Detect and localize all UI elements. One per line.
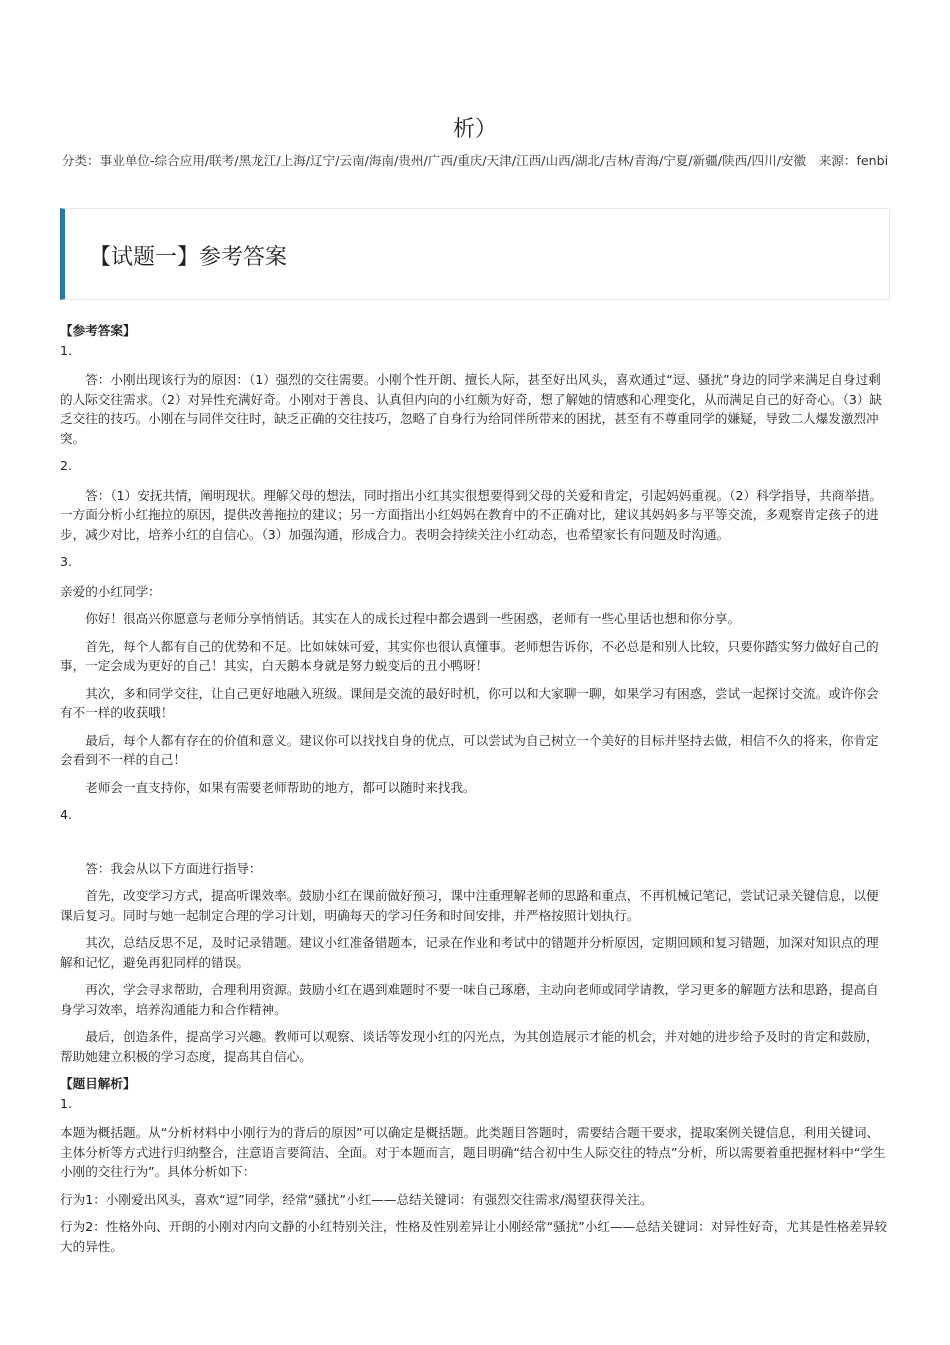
analysis-behavior-2: 行为2：性格外向、开朗的小刚对内向文静的小红特别关注，性格及性别差异让小刚经常“骚扰”小红——总结关键词：对异性好奇，尤其是性格差异较大的异性。: [60, 1219, 888, 1254]
section-header-box: [60, 208, 890, 300]
letter-greeting: 亲爱的小红同学：: [60, 583, 161, 599]
answer-4-point-4: 最后，创造条件，提高学习兴趣。教师可以观察、谈话等发现小红的闪光点，为其创造展示才能的机会，并对她的进步给予及时的肯定和鼓励，帮助她建立积极的学习态度，提高其自信心。: [60, 1029, 879, 1064]
letter-paragraph-1: 你好！很高兴你愿意与老师分享悄悄话。其实在人的成长过程中都会遇到一些困惑，老师有一些心里话也想和你分享。: [85, 611, 741, 626]
answer-4-point-3: 再次，学会寻求帮助，合理利用资源。鼓励小红在遇到难题时不要一味自己琢磨，主动向老师或同学请教，学习更多的解题方法和思路，提高自身学习效率，培养沟通能力和合作精神。: [60, 982, 879, 1017]
document-content: [60, 321, 890, 1264]
answer-4-point-2: 其次，总结反思不足，及时记录错题。建议小红准备错题本，记录在作业和考试中的错题并分析原因，定期回顾和复习错题，加深对知识点的理解和记忆，避免再犯同样的错误。: [60, 935, 879, 970]
answer-1-text: 答：小刚出现该行为的原因：（1）强烈的交往需要。小刚个性开朗、擅长人际，甚至好出风头，喜欢通过“逗、骚扰”身边的同学来满足自身过剩的人际交往需求。（2）对异性充满好奇。小刚对于善良、认真但内向的小红颇为好奇，想了解她的情感和心理变化，从而满足自己的好奇心。（3）缺乏交往的技巧。小刚在与同伴交往时，缺乏正确的交往技巧，忽略了自身行为给同伴所带来的困扰，甚至有不尊重同学的嫌疑，导致二人爆发激烈冲突。: [60, 372, 883, 446]
answer-2-text: 答：（1）安抚共情，阐明现状。理解父母的想法，同时指出小红其实很想要得到父母的关爱和肯定，引起妈妈重视。（2）科学指导，共商举措。一方面分析小红拖拉的原因，提供改善拖拉的建议；另一方面指出小红妈妈在教育中的不正确对比，建议其妈妈多与平等交流，多观察肯定孩子的进步，减少对比，培养小红的自信心。（3）加强沟通，形成合力。表明会持续关注小红动态，也希望家长有问题及时沟通。: [60, 487, 883, 542]
answer-number-2: 2.: [60, 458, 73, 473]
analysis-behavior-1: 行为1：小刚爱出风头，喜欢“逗”同学，经常“骚扰”小红——总结关键词：有强烈交往需求/渴望获得关注。: [60, 1191, 653, 1207]
letter-paragraph-4: 最后，每个人都有存在的价值和意义。建议你可以找找自身的优点，可以尝试为自己树立一个美好的目标并坚持去做，相信不久的将来，你肯定会看到不一样的自己！: [60, 732, 879, 767]
letter-paragraph-2: 首先，每个人都有自己的优势和不足。比如妹妹可爱，其实你也很认真懂事。老师想告诉你，不必总是和别人比较，只要你踏实努力做好自己的事，一定会成为更好的自己！其实，白天鹅本身就是努力蜕变后的丑小鸭呀！: [60, 638, 879, 673]
answer-number-3: 3.: [60, 554, 73, 569]
letter-paragraph-3: 其次，多和同学交往，让自己更好地融入班级。课间是交流的最好时机，你可以和大家聊一聊，如果学习有困惑，尝试一起探讨交流。或许你会有不一样的收获哦！: [60, 685, 879, 720]
letter-paragraph-5: 老师会一直支持你，如果有需要老师帮助的地方，都可以随时来找我。: [85, 779, 476, 795]
spacer: [60, 835, 890, 859]
answer-number-4: 4.: [60, 807, 73, 822]
analysis-number-1: 1.: [60, 1095, 73, 1111]
doc-title-tail: 析）: [452, 117, 497, 142]
doc-meta-category-source: 分类：事业单位-综合应用/联考/黑龙江/上海/辽宁/云南/海南/贵州/广西/重庆/天津/江西/山西/湖北/吉林/青海/宁夏/新疆/陕西/四川/安徽 来源：fenbi: [61, 153, 889, 168]
answer-4-intro: 答：我会从以下方面进行指导：: [85, 860, 262, 876]
analysis-heading: 【题目解析】: [60, 1076, 136, 1091]
answer-number-1: 1.: [60, 342, 73, 358]
answer-4-point-1: 首先，改变学习方式，提高听课效率。鼓励小红在课前做好预习，课中注重理解老师的思路和重点，不再机械记笔记，尝试记录关键信息，以便课后复习。同时与她一起制定合理的学习计划，明确每天的学习任务和时间安排，并严格按照计划执行。: [60, 888, 879, 923]
section-title: 【试题一】参考答案: [89, 245, 288, 270]
analysis-paragraph: 本题为概括题。从“分析材料中小刚行为的背后的原因”可以确定是概括题。此类题目答题时，需要结合题干要求，提取案例关键信息，利用关键词、主体分析等方式进行归纳整合，注意语言要简洁、全面。对于本题而言，题目明确“结合初中生人际交往的特点”分析，所以需要着重把握材料中“学生小刚的交往行为”。具体分析如下：: [60, 1125, 886, 1179]
answer-heading: 【参考答案】: [60, 323, 136, 338]
